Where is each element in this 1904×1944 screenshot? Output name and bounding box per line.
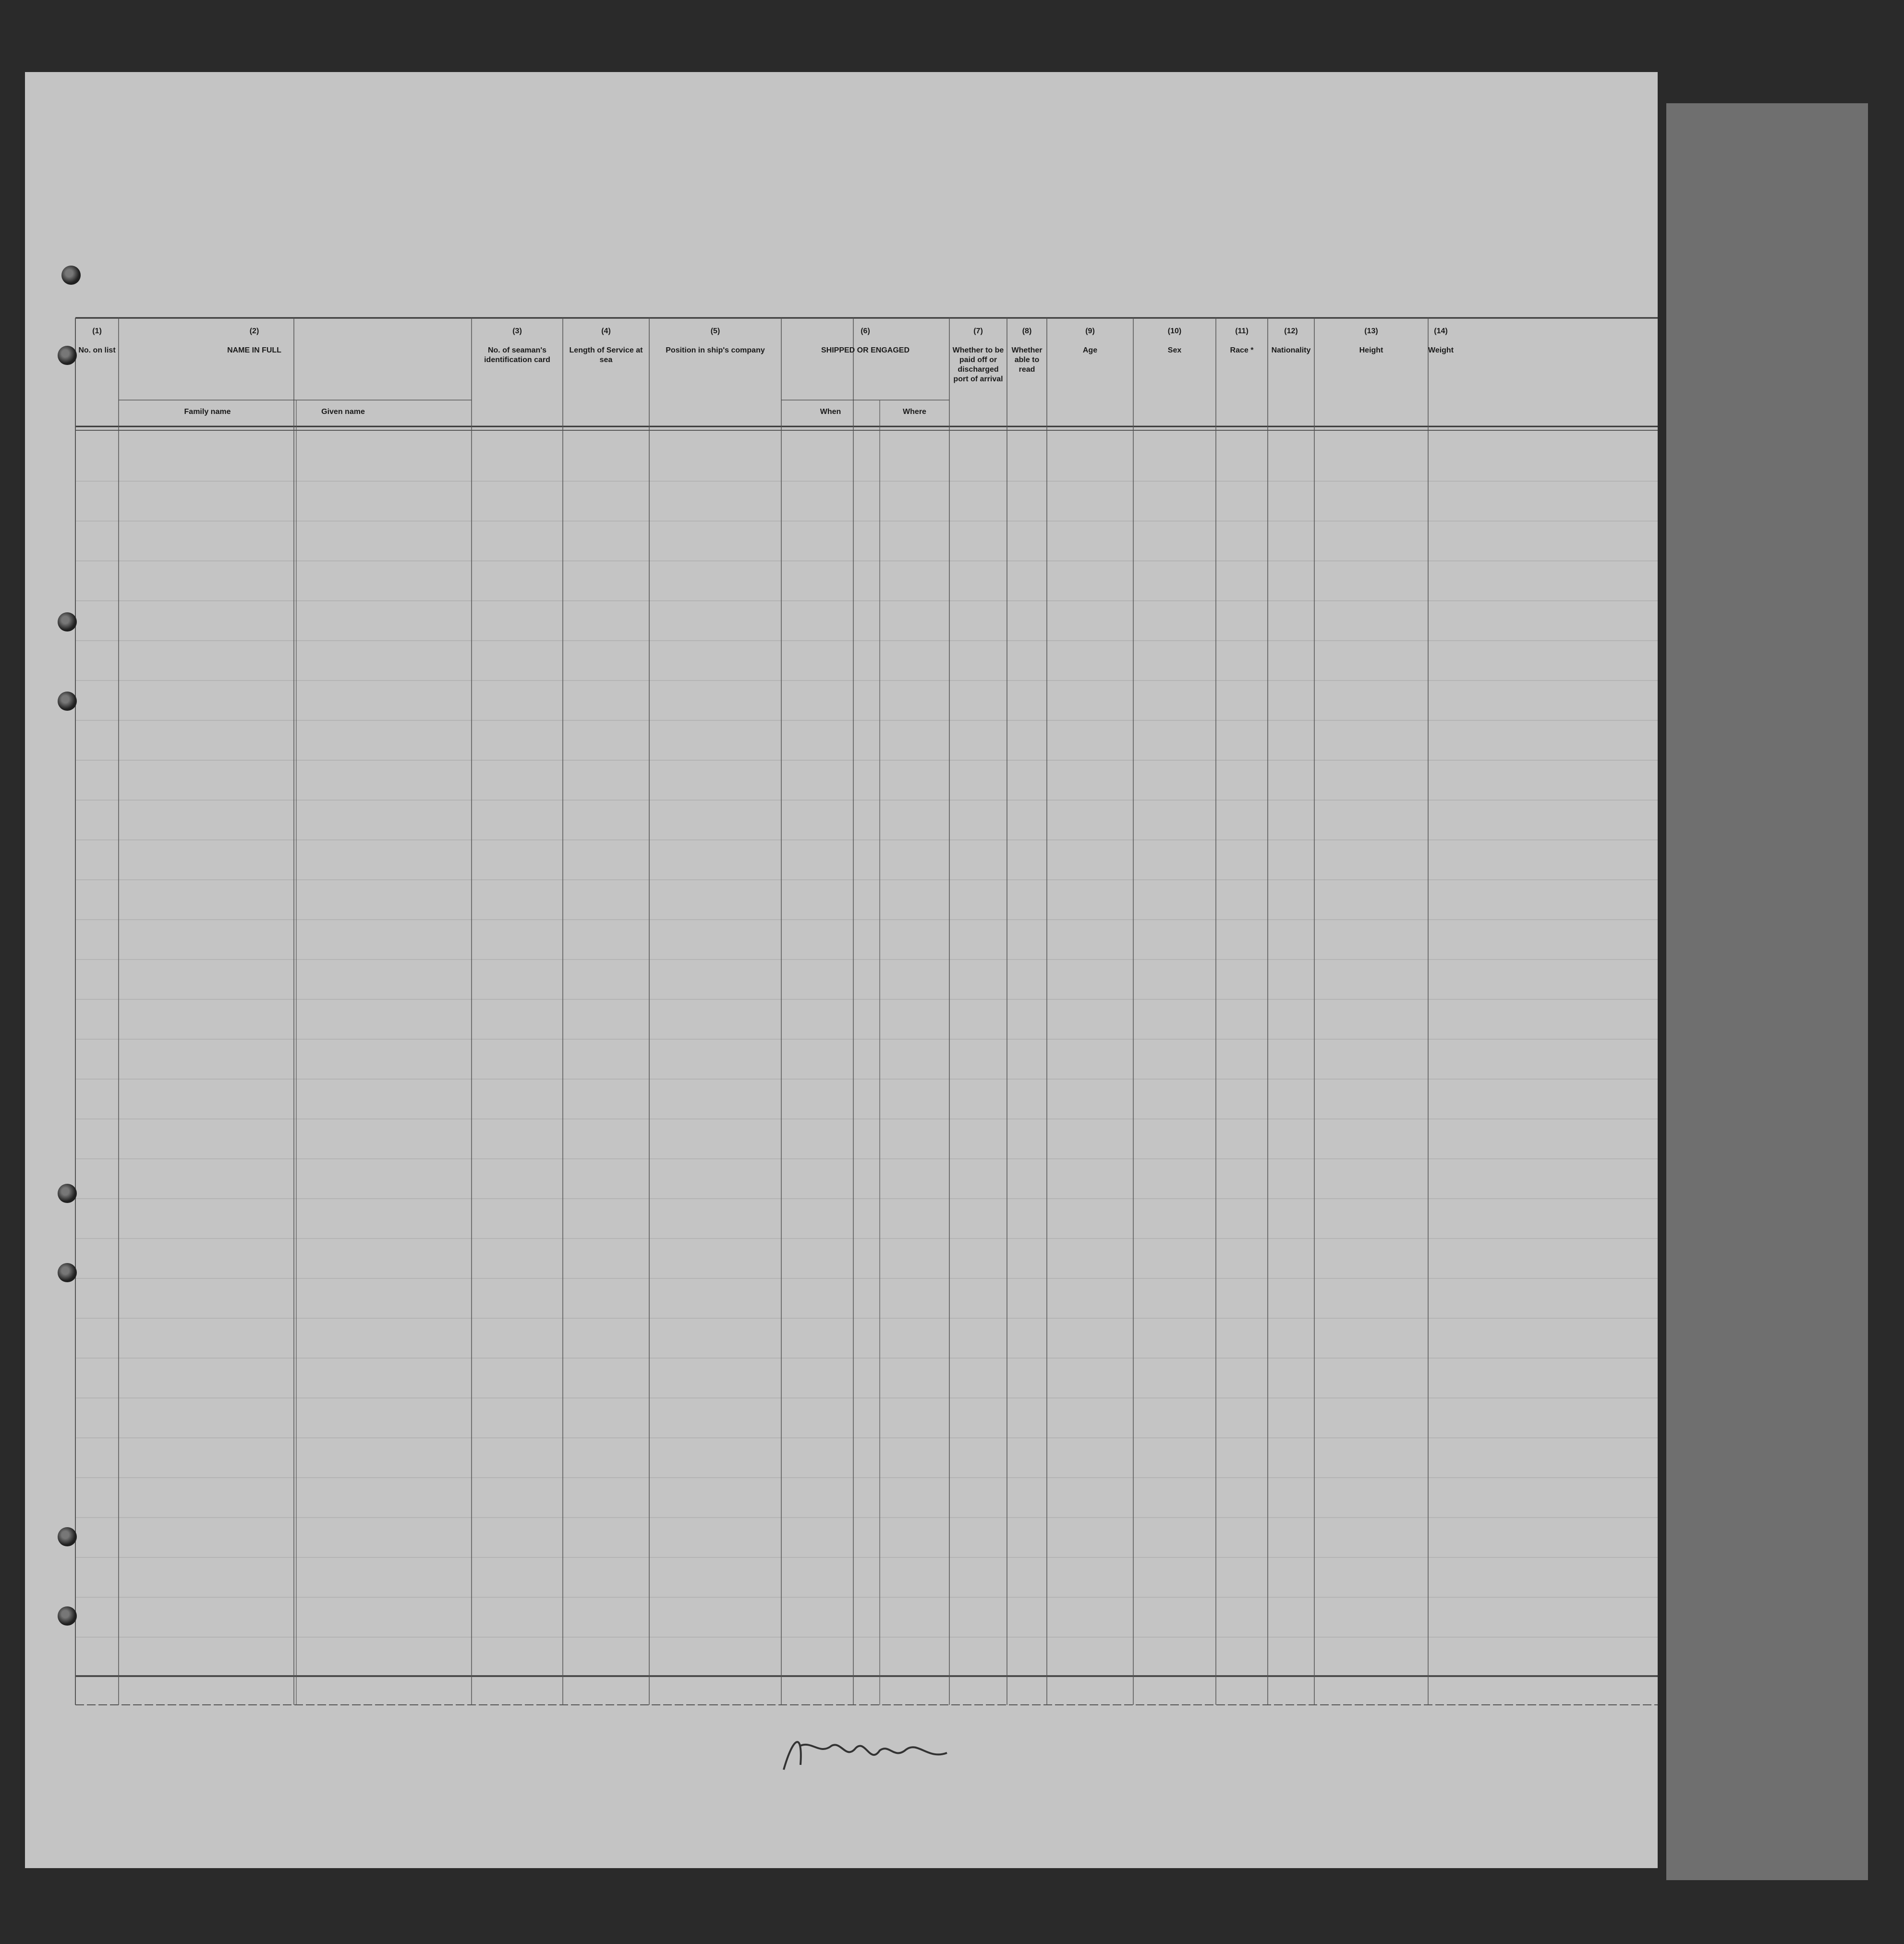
column-header-2 <box>119 327 390 355</box>
manifest-page <box>25 72 1658 1868</box>
column-number: (3) <box>512 327 522 335</box>
column-subheader: Where <box>903 408 926 416</box>
column-subheader: When <box>820 408 841 416</box>
punch-hole <box>58 1184 77 1203</box>
back-sheet <box>1666 103 1868 1880</box>
column-header-1 <box>75 327 119 355</box>
column-label: No. on list <box>78 346 116 354</box>
column-header-10 <box>1133 327 1216 355</box>
column-number: (5) <box>710 327 720 335</box>
column-label: Position in ship's company <box>666 346 765 354</box>
column-header-11 <box>1216 327 1268 355</box>
column-label: Whether able to read <box>1011 346 1043 374</box>
column-header-13 <box>1314 327 1428 355</box>
column-number: (6) <box>861 327 870 335</box>
punch-hole <box>61 266 81 285</box>
column-number: (9) <box>1085 327 1095 335</box>
column-label: NAME IN FULL <box>227 346 281 354</box>
column-header-14 <box>1428 327 1454 355</box>
column-header-5 <box>649 327 781 355</box>
column-number: (7) <box>973 327 983 335</box>
column-number: (2) <box>249 327 259 335</box>
column-header-8 <box>1007 327 1047 375</box>
column-number: (4) <box>601 327 611 335</box>
punch-hole <box>58 612 77 632</box>
column-header-7 <box>949 327 1007 384</box>
column-header-4 <box>563 327 649 365</box>
column-number: (12) <box>1284 327 1298 335</box>
column-label: Age <box>1082 346 1098 354</box>
punch-hole <box>58 692 77 711</box>
column-label: Length of Service at sea <box>569 346 643 364</box>
column-label: Weight <box>1428 346 1454 354</box>
column-number: (1) <box>92 327 102 335</box>
inspector-signature <box>774 1726 957 1779</box>
column-header-12 <box>1268 327 1314 355</box>
punch-hole <box>58 1263 77 1282</box>
punch-hole <box>58 346 77 365</box>
column-number: (10) <box>1167 327 1182 335</box>
column-header-9 <box>1047 327 1133 355</box>
column-number: (8) <box>1022 327 1032 335</box>
column-label: No. of seaman's identification card <box>484 346 550 364</box>
column-label: Sex <box>1167 346 1182 354</box>
column-label: Whether to be paid off or discharged port of arrival <box>952 346 1004 383</box>
column-header-3 <box>472 327 563 365</box>
column-number: (11) <box>1235 327 1249 335</box>
column-label: Nationality <box>1271 346 1311 354</box>
column-number: (13) <box>1364 327 1378 335</box>
column-label: Height <box>1359 346 1383 354</box>
column-subheader: Given name <box>321 408 365 416</box>
column-header-6 <box>781 327 949 355</box>
punch-hole <box>58 1606 77 1626</box>
column-label: SHIPPED OR ENGAGED <box>821 346 910 354</box>
column-label: Race * <box>1230 346 1254 354</box>
punch-hole <box>58 1527 77 1546</box>
column-number: (14) <box>1434 327 1448 335</box>
column-subheader: Family name <box>184 408 231 416</box>
